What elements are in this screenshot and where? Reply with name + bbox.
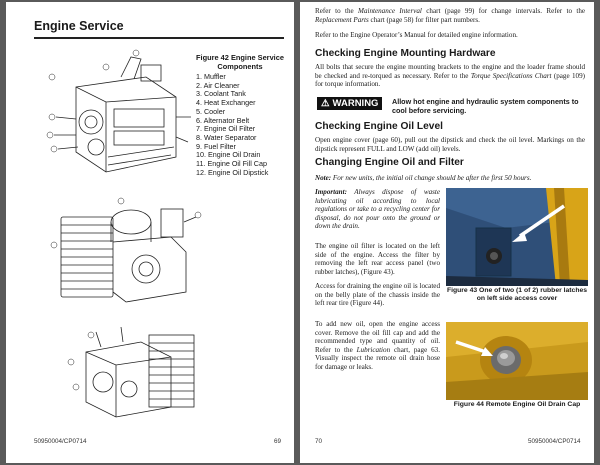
right-footer-doc: 50950004/CP0714 (528, 438, 581, 445)
component-item: 3. Coolant Tank (196, 89, 246, 99)
title-rule (34, 37, 284, 39)
component-item: 12. Engine Oil Dipstick (196, 167, 269, 177)
section-title: Engine Service (34, 19, 124, 33)
warning-text: Allow hot engine and hydraulic system components to cool before servicing. (392, 97, 579, 115)
figure-43-photo (446, 188, 588, 286)
filter-paragraph: The engine oil filter is located on the left side of the engine. Access the filter by removing the left rear access panel (two rubber latches), (Figure 43). (315, 242, 440, 276)
intro-paragraph-1: Refer to the Maintenance Interval chart (page 99) for change intervals. Refer to the Replacement Parts chart (page 58) for filter part numbers. (315, 7, 586, 24)
component-item: 9. Fuel Filter (196, 141, 236, 151)
note-paragraph: Note: For new units, the initial oil change should be after the first 50 hours. (315, 174, 532, 182)
figure-43-caption: Figure 43 One of two (1 of 2) rubber latches on left side access cover (446, 287, 588, 302)
right-page (300, 2, 594, 463)
left-footer-page: 69 (274, 438, 282, 445)
component-item: 7. Engine Oil Filter (196, 124, 256, 134)
mounting-paragraph: All bolts that secure the engine mounting brackets to the engine and the loader frame should be checked and re-torqued as necessary. Refer to the Torque Specifications Chart (page 109) for torque information. (315, 63, 586, 88)
important-paragraph: Important: Always dispose of waste lubricating oil according to local regulations or take to a recycling center for disposal, do not pour onto the ground or down the drain. (315, 188, 440, 230)
component-item: 10. Engine Oil Drain (196, 150, 261, 160)
engine-drawing-bottom (61, 327, 211, 422)
component-item: 5. Cooler (196, 106, 226, 116)
oil-level-paragraph: Open engine cover (page 60), pull out the dipstick and check the oil level. Markings on the dipstick represent FULL and LOW (add oil) levels. (315, 136, 585, 153)
figure-44-photo (446, 322, 588, 400)
heading-mounting-hardware: Checking Engine Mounting Hardware (315, 48, 496, 59)
intro-paragraph-2: Refer to the Engine Operator’s Manual for detailed engine information. (315, 31, 518, 39)
component-item: 4. Heat Exchanger (196, 98, 256, 108)
heading-change-oil: Changing Engine Oil and Filter (315, 157, 464, 168)
component-item: 8. Water Separator (196, 132, 257, 142)
left-footer-doc: 50950004/CP0714 (34, 438, 87, 445)
add-oil-paragraph: To add new oil, open the engine access cover. Remove the oil fill cap and add the recommended type and quantity of oil. Refer to the Lubrication chart, page 63. Visually inspect the remote oil drain hose for damage or leaks. (315, 320, 440, 371)
warning-label: ⚠ WARNING (317, 97, 382, 110)
components-list (196, 73, 294, 177)
warning-icon: ⚠ (321, 98, 330, 109)
drain-paragraph: Access for draining the engine oil is located on the belly plate of the chassis inside the left rear tire (Figure 44). (315, 282, 440, 307)
figure-42-title: Figure 42 Engine Service Components (196, 53, 284, 71)
component-item: 1. Muffler (196, 72, 226, 81)
heading-oil-level: Checking Engine Oil Level (315, 121, 443, 132)
engine-drawing-middle (46, 197, 206, 307)
component-item: 2. Air Cleaner (196, 80, 240, 90)
right-footer-page: 70 (315, 438, 323, 445)
component-item: 6. Alternator Belt (196, 115, 250, 125)
component-item: 11. Engine Oil Fill Cap (196, 159, 267, 169)
engine-drawing-top (36, 47, 196, 187)
left-page (6, 2, 294, 463)
figure-44-caption: Figure 44 Remote Engine Oil Drain Cap (453, 401, 581, 408)
